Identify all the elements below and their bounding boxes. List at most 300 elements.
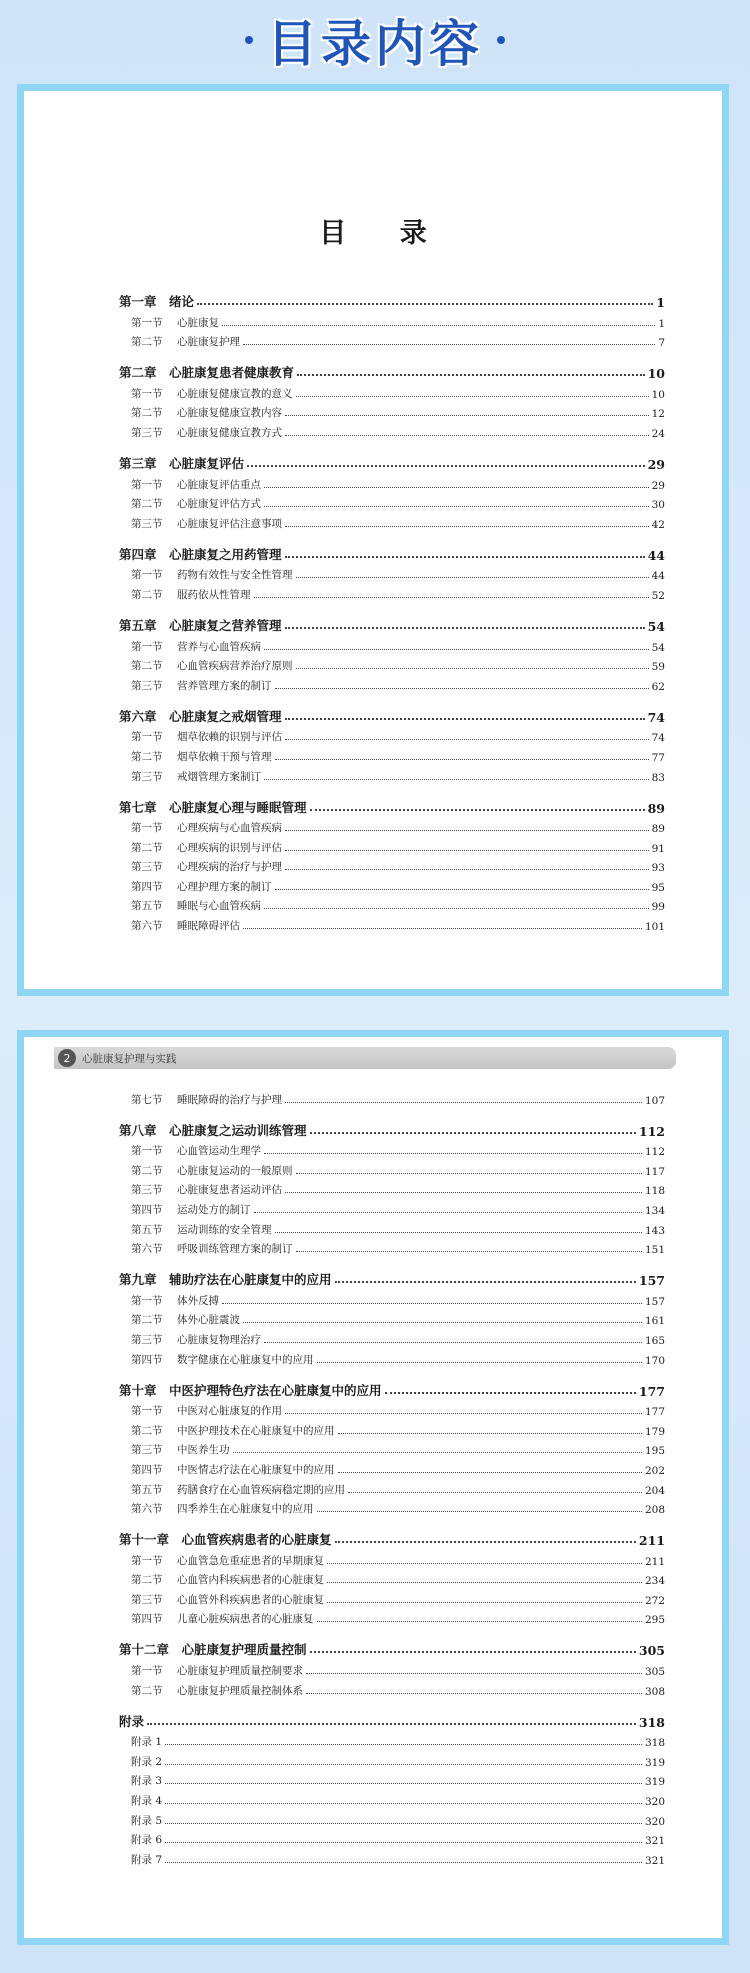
entry-title: 中医情志疗法在心脏康复中的应用 [177,1463,335,1476]
entry-title: 心脏康复物理治疗 [177,1333,261,1346]
entry-title: 心脏康复患者运动评估 [177,1184,282,1197]
chapter-title: 第一章 绪论 [119,294,195,309]
dot-leader [285,556,645,558]
running-header-title: 心脏康复护理与实践 [82,1052,177,1065]
chapter-entry[interactable] [119,291,665,310]
entry-title: 中医护理技术在心脏康复中的应用 [177,1424,335,1437]
page-number: 157 [638,1273,665,1289]
dot-leader [254,1212,642,1213]
chapter-title: 第十二章 心脏康复护理质量控制 [119,1642,307,1658]
page-number: 1 [656,295,665,310]
page-number: 74 [651,732,665,745]
section-label: 第一节 [131,822,163,835]
chapter-title: 第七章 心脏康复心理与睡眠管理 [119,799,307,815]
chapter-title: 第二章 心脏康复患者健康教育 [119,365,295,381]
chapter-title: 第十章 中医护理特色疗法在心脏康复中的应用 [119,1382,382,1398]
section-label: 第四节 [131,1613,163,1626]
entry-title: 心脏康复评估重点 [177,478,261,491]
section-entry[interactable] [119,1347,665,1367]
dot-leader [243,1322,642,1323]
toc-page-2 [17,1030,729,1945]
page-number: 44 [651,570,665,583]
section-label: 第三节 [131,1593,163,1606]
dot-leader [285,526,649,527]
section-entry[interactable] [119,855,665,875]
page-number: 7 [658,337,665,350]
page-number: 151 [644,1244,665,1257]
section-label: 第一节 [131,387,163,400]
entry-title: 睡眠障碍的治疗与护理 [177,1093,282,1106]
section-entry[interactable] [119,1587,665,1607]
dot-leader [222,1303,642,1304]
section-entry[interactable] [119,913,665,933]
section-entry[interactable] [119,1139,665,1159]
dot-leader [254,597,649,598]
dot-leader [165,1783,642,1784]
page-number-badge: 2 [58,1049,76,1067]
toc-page-1 [17,84,729,996]
section-label: 第三节 [131,1184,163,1197]
page-number: 77 [651,751,665,764]
page-number: 211 [638,1533,665,1549]
dot-leader [275,688,649,689]
dot-leader [247,465,645,467]
section-entry[interactable] [119,492,665,512]
dot-leader [285,1413,642,1414]
page-number: 202 [644,1464,665,1477]
section-entry[interactable] [119,725,665,745]
dot-leader [306,1693,642,1694]
page-number: 177 [638,1383,665,1399]
page-number: 44 [647,547,665,563]
section-label: 第二节 [131,660,163,673]
dot-leader [296,396,649,397]
dot-leader [285,435,649,436]
entry-title: 心脏康复护理 [177,336,240,349]
page-number: 95 [651,881,665,894]
page-number: 117 [644,1165,665,1178]
entry-title: 药膳食疗在心血管疾病稳定期的应用 [177,1483,345,1496]
section-entry[interactable] [119,582,665,602]
section-entry[interactable] [119,1308,665,1328]
dot-leader [335,1541,636,1543]
entry-title: 心脏康复 [177,316,219,329]
page-number: 308 [644,1685,665,1698]
section-entry[interactable] [119,563,665,583]
dot-leader [243,344,655,345]
chapter-title: 第十一章 心血管疾病患者的心脏康复 [119,1532,332,1548]
dot-leader [317,1621,642,1622]
entry-title: 睡眠与心血管疾病 [177,900,261,913]
section-entry[interactable] [119,1197,665,1217]
page-number: 112 [638,1123,665,1139]
section-label: 第三节 [131,517,163,530]
page-number: 161 [644,1315,665,1328]
section-entry[interactable] [119,1158,665,1178]
page-number: 10 [651,388,665,401]
dot-leader [165,1823,642,1824]
section-entry[interactable] [119,310,665,330]
entry-title: 附录 6 [131,1834,163,1847]
page-number: 93 [651,862,665,875]
section-label: 第五节 [131,1223,163,1236]
page-number: 134 [644,1204,665,1217]
dot-leader [285,415,649,416]
chapter-title: 第六章 心脏康复之戒烟管理 [119,708,282,724]
section-label: 第一节 [131,1405,163,1418]
page-number: 179 [644,1425,665,1438]
dot-leader [197,303,653,305]
dot-leader [306,1673,642,1674]
dot-leader [327,1582,642,1583]
section-label: 第二节 [131,336,163,349]
section-entry[interactable] [119,1217,665,1237]
page-number: 118 [644,1185,665,1198]
section-entry[interactable] [119,1237,665,1257]
section-label: 第三节 [131,1444,163,1457]
page-number: 305 [644,1666,665,1679]
section-entry[interactable] [119,673,665,693]
page-number: 89 [647,800,665,816]
section-label: 第四节 [131,1353,163,1366]
section-label: 第三节 [131,426,163,439]
appendix-item[interactable] [119,1828,665,1848]
dot-leader [310,1132,636,1134]
dot-leader [317,1362,642,1363]
entry-title: 心血管内科疾病患者的心脏康复 [177,1574,324,1587]
dot-leader [296,577,649,578]
page-number: 211 [644,1555,665,1568]
section-entry[interactable] [119,1327,665,1347]
page-number: 272 [644,1594,665,1607]
chapter-entry[interactable] [119,706,665,725]
dot-leader [165,1744,642,1745]
dot-leader [165,1803,642,1804]
entry-title: 药物有效性与安全性管理 [177,569,293,582]
dot-leader [233,1452,642,1453]
dot-leader [275,759,649,760]
section-label: 第一节 [131,1294,163,1307]
entry-title: 心脏康复评估方式 [177,498,261,511]
dot-leader [285,739,649,740]
dot-leader [285,869,649,870]
dot-leader [264,779,649,780]
chapter-entry[interactable] [119,1269,665,1288]
section-label: 第四节 [131,880,163,893]
appendix-item[interactable] [119,1847,665,1867]
page-number: 195 [644,1445,665,1458]
entry-title: 中医对心脏康复的作用 [177,1405,282,1418]
dot-leader [264,1153,642,1154]
section-entry[interactable] [119,634,665,654]
dot-leader [165,1842,642,1843]
section-label: 第二节 [131,1424,163,1437]
dot-leader [165,1764,642,1765]
entry-title: 心理疾病与心血管疾病 [177,822,282,835]
bullet-dot-icon [497,36,505,44]
page-number: 101 [644,921,665,934]
section-label: 第一节 [131,1554,163,1567]
section-label: 第二节 [131,407,163,420]
page-number: 99 [651,901,665,914]
section-entry[interactable] [119,1399,665,1419]
entry-title: 心理护理方案的制订 [177,880,272,893]
entry-title: 戒烟管理方案制订 [177,770,261,783]
section-entry[interactable] [119,381,665,401]
section-entry[interactable] [119,1438,665,1458]
dot-leader [296,668,649,669]
page-number: 143 [644,1224,665,1237]
entry-title: 心血管运动生理学 [177,1145,261,1158]
page-number: 320 [644,1796,665,1809]
chapter-title: 第八章 心脏康复之运动训练管理 [119,1122,307,1138]
chapter-entry[interactable] [119,615,665,634]
chapter-entry[interactable] [119,453,665,472]
page-number: 318 [644,1737,665,1750]
entry-title: 心理疾病的识别与评估 [177,841,282,854]
page-number: 321 [644,1835,665,1848]
page-number: 89 [651,823,665,836]
page-number: 83 [651,771,665,784]
section-entry[interactable] [119,1607,665,1627]
chapter-entry[interactable] [119,797,665,816]
section-entry[interactable] [119,1087,665,1107]
entry-title: 心脏康复运动的一般原则 [177,1164,293,1177]
entry-title: 体外反搏 [177,1294,219,1307]
entry-title: 体外心脏震波 [177,1314,240,1327]
appendix-item[interactable] [119,1769,665,1789]
dot-leader [348,1492,642,1493]
chapter-entry[interactable] [119,1120,665,1139]
dot-leader [285,830,649,831]
dot-leader [285,1102,642,1103]
page-number: 234 [644,1575,665,1588]
section-label: 第三节 [131,861,163,874]
section-label: 第六节 [131,1243,163,1256]
section-label: 第四节 [131,1203,163,1216]
dot-leader [285,850,649,851]
page-number: 107 [644,1094,665,1107]
entry-title: 中医养生功 [177,1444,230,1457]
section-entry[interactable] [119,1678,665,1698]
dot-leader [327,1563,642,1564]
page-number: 204 [644,1484,665,1497]
entry-title: 心脏康复健康宣教的意义 [177,387,293,400]
appendix-entry[interactable] [119,1711,665,1730]
section-entry[interactable] [119,1288,665,1308]
entry-title: 运动处方的制订 [177,1203,251,1216]
page-number: 62 [651,680,665,693]
dot-leader [264,506,649,507]
section-label: 第二节 [131,588,163,601]
page-number: 112 [644,1146,665,1159]
page-number: 74 [647,709,665,725]
page-number: 305 [638,1643,665,1659]
section-label: 第三节 [131,679,163,692]
toc-heading: 目 录 [319,218,449,249]
section-entry[interactable] [119,744,665,764]
entry-title: 心脏康复健康宣教内容 [177,407,282,420]
dot-leader [296,1251,642,1252]
entry-title: 数字健康在心脏康复中的应用 [177,1353,314,1366]
section-entry[interactable] [119,1178,665,1198]
entry-title: 心脏康复评估注意事项 [177,517,282,530]
dot-leader [275,1232,642,1233]
chapter-entry[interactable] [119,362,665,381]
entry-title: 儿童心脏疾病患者的心脏康复 [177,1613,314,1626]
page-number: 10 [647,366,665,382]
section-label: 第二节 [131,1314,163,1327]
page-number: 91 [651,842,665,855]
dot-leader [385,1392,636,1394]
entry-title: 附录 1 [131,1736,163,1749]
dot-leader [147,1723,636,1725]
section-label: 第六节 [131,920,163,933]
entry-title: 运动训练的安全管理 [177,1223,272,1236]
dot-leader [310,1651,636,1653]
page-number: 157 [644,1295,665,1308]
chapter-title: 第三章 心脏康复评估 [119,455,245,471]
entry-title: 附录 5 [131,1814,163,1827]
chapter-entry[interactable] [119,1380,665,1399]
appendix-item[interactable] [119,1749,665,1769]
dot-leader [310,809,645,811]
toc-list [119,291,665,933]
section-label: 第一节 [131,316,163,329]
section-entry[interactable] [119,1418,665,1438]
section-label: 第一节 [131,1145,163,1158]
entry-title: 附录 4 [131,1795,163,1808]
page-number: 54 [651,641,665,654]
page-number: 320 [644,1815,665,1828]
page-number: 24 [651,427,665,440]
appendix-item[interactable] [119,1788,665,1808]
section-entry[interactable] [119,1497,665,1517]
section-label: 第二节 [131,1574,163,1587]
page-number: 1 [658,317,665,330]
dot-leader [296,1173,642,1174]
dot-leader [285,627,645,629]
entry-title: 烟草依赖的识别与评估 [177,731,282,744]
section-label: 第七节 [131,1093,163,1106]
page-number: 29 [647,456,665,472]
entry-title: 营养与心血管疾病 [177,640,261,653]
section-entry[interactable] [119,874,665,894]
toc-list [119,1087,665,1867]
entry-title: 烟草依赖干预与管理 [177,750,272,763]
section-entry[interactable] [119,1568,665,1588]
section-entry[interactable] [119,1548,665,1568]
appendix-item[interactable] [119,1730,665,1750]
entry-title: 心理疾病的治疗与护理 [177,861,282,874]
entry-title: 心脏康复护理质量控制要求 [177,1665,303,1678]
entry-title: 呼吸训练管理方案的制订 [177,1243,293,1256]
page-number: 52 [651,589,665,602]
section-entry[interactable] [119,330,665,350]
entry-title: 附录 3 [131,1775,163,1788]
section-label: 第五节 [131,900,163,913]
section-entry[interactable] [119,1477,665,1497]
banner-title: 目录内容 [267,15,483,73]
running-header [54,1047,676,1069]
section-entry[interactable] [119,401,665,421]
banner [0,0,750,80]
entry-title: 心血管外科疾病患者的心脏康复 [177,1593,324,1606]
chapter-title: 第九章 辅助疗法在心脏康复中的应用 [119,1272,332,1288]
section-entry[interactable] [119,764,665,784]
entry-title: 心血管急危重症患者的早期康复 [177,1554,324,1567]
section-label: 第一节 [131,569,163,582]
dot-leader [264,487,649,488]
chapter-entry[interactable] [119,1639,665,1658]
entry-title: 睡眠障碍评估 [177,920,240,933]
section-entry[interactable] [119,654,665,674]
section-label: 第二节 [131,498,163,511]
dot-leader [264,908,649,909]
section-entry[interactable] [119,816,665,836]
entry-title: 营养管理方案的制订 [177,679,272,692]
section-label: 第五节 [131,1483,163,1496]
entry-title: 服药依从性管理 [177,588,251,601]
section-label: 第一节 [131,478,163,491]
chapter-entry[interactable] [119,1529,665,1548]
page-number: 177 [644,1406,665,1419]
chapter-entry[interactable] [119,544,665,563]
page-number: 208 [644,1504,665,1517]
section-label: 第二节 [131,841,163,854]
dot-leader [285,1192,642,1193]
section-entry[interactable] [119,472,665,492]
section-label: 第二节 [131,1684,163,1697]
chapter-title: 第五章 心脏康复之营养管理 [119,617,282,633]
appendix-item[interactable] [119,1808,665,1828]
chapter-title: 附录 [119,1713,145,1729]
entry-title: 附录 2 [131,1755,163,1768]
dot-leader [338,1433,642,1434]
page-number: 29 [651,479,665,492]
dot-leader [335,1281,636,1283]
page-number: 170 [644,1354,665,1367]
entry-title: 心脏康复护理质量控制体系 [177,1684,303,1697]
dot-leader [222,325,655,326]
section-label: 第一节 [131,731,163,744]
section-label: 第一节 [131,640,163,653]
section-entry[interactable] [119,835,665,855]
section-entry[interactable] [119,1658,665,1678]
page-number: 54 [647,618,665,634]
section-label: 第二节 [131,750,163,763]
entry-title: 心脏康复健康宣教方式 [177,426,282,439]
page-number: 319 [644,1756,665,1769]
section-label: 第三节 [131,770,163,783]
dot-leader [243,928,642,929]
section-label: 第二节 [131,1164,163,1177]
dot-leader [275,889,649,890]
page-number: 295 [644,1614,665,1627]
section-label: 第四节 [131,1463,163,1476]
section-entry[interactable] [119,894,665,914]
section-label: 第一节 [131,1665,163,1678]
dot-leader [165,1862,642,1863]
entry-title: 附录 7 [131,1853,163,1866]
dot-leader [297,374,645,376]
section-entry[interactable] [119,511,665,531]
dot-leader [338,1472,642,1473]
page-number: 319 [644,1776,665,1789]
section-entry[interactable] [119,1457,665,1477]
section-entry[interactable] [119,420,665,440]
page-number: 12 [651,408,665,421]
